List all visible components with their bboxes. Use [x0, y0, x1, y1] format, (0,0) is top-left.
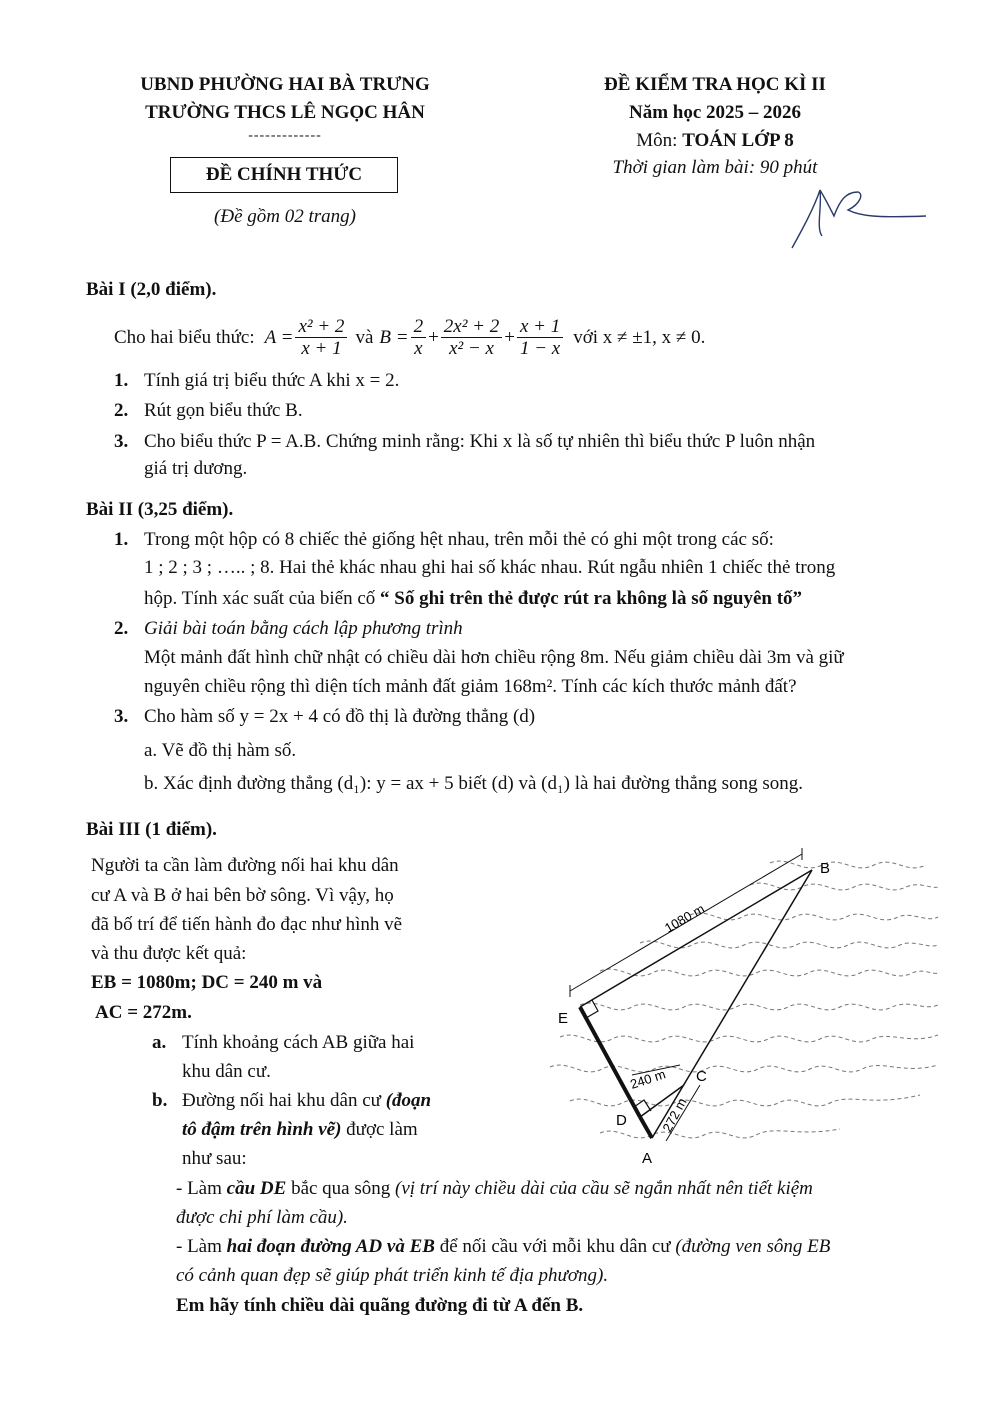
bai2-q3-text: Cho hàm số y = 2x + 4 có đồ thị là đường thẳng (d): [144, 706, 536, 727]
subject-prefix: Môn:: [636, 130, 683, 151]
label-C: C: [696, 1068, 707, 1085]
expr-B-fraction-3: [517, 317, 563, 360]
bai1-q1-text: Tính giá trị biểu thức A khi x = 2.: [144, 370, 400, 391]
road-AD: [640, 1117, 652, 1138]
bullet1-it2: được chi phí làm cầu).: [176, 1207, 348, 1228]
bai1-title: Bài I (2,0 điểm).: [86, 279, 217, 300]
bullet1-bold: cầu DE: [226, 1178, 287, 1199]
bai3-p-line1: Người ta cần làm đường nối hai khu dân: [91, 855, 399, 876]
expr-B-den-2: x² − x: [449, 337, 494, 359]
bai3-qa-num: a.: [152, 1032, 167, 1053]
plus-sign-2: +: [504, 327, 515, 348]
bai3-qb-line2: [182, 1117, 418, 1143]
bai3-qb-line1-prefix: Đường nối hai khu dân cư: [182, 1090, 386, 1111]
bullet2-it1: (đường ven sông EB: [675, 1236, 831, 1257]
school-name: TRƯỜNG THCS LÊ NGỌC HÂN: [145, 102, 425, 123]
bai2-q2-line2: nguyên chiều rộng thì diện tích mảnh đất giảm 168m². Tính các kích thước mảnh đất?: [144, 676, 797, 697]
label-A: A: [642, 1150, 653, 1167]
bai3-qb-line1-it: (đoạn: [385, 1090, 432, 1111]
bai1-q3-num: 3.: [114, 431, 129, 452]
bai3-qb-line2-it: tô đậm trên hình vẽ): [182, 1119, 342, 1140]
event-statement: “ Số ghi trên thẻ được rút ra không là số nguyên tố”: [380, 588, 803, 609]
label-D: D: [616, 1112, 627, 1129]
pages-note: (Đề gồm 02 trang): [214, 206, 356, 227]
bullet2-mid: để nối cầu với mỗi khu dân cư: [434, 1236, 676, 1257]
bai3-p-line2: cư A và B ở hai bên bờ sông. Vì vậy, họ: [91, 885, 394, 906]
length-AC: 272 m: [659, 1095, 690, 1135]
bai3-p-line4: và thu được kết quả:: [91, 943, 247, 964]
bullet-bridge: [176, 1176, 813, 1202]
bai3-qb: [152, 1088, 431, 1114]
bai1-intro-prefix: Cho hai biểu thức:: [114, 327, 255, 348]
plus-sign-1: +: [428, 327, 439, 348]
bullet2-prefix: - Làm: [176, 1236, 227, 1257]
subject: TOÁN LỚP 8: [682, 130, 794, 151]
final-question: Em hãy tính chiều dài quãng đường đi từ A đến B.: [176, 1295, 584, 1316]
bullet1-prefix: - Làm: [176, 1178, 227, 1199]
bullet2-bold: hai đoạn đường AD và EB: [226, 1236, 435, 1257]
label-E: E: [558, 1010, 569, 1027]
expr-B-num-2: 2x² + 2: [441, 317, 502, 338]
bai2-q1-line3: [144, 586, 802, 612]
river-waves: [550, 861, 938, 1138]
bai1-q1-num: 1.: [114, 370, 129, 391]
river-figure: [540, 845, 940, 1175]
bai3-measure-1: EB = 1080m; DC = 240 m và: [91, 972, 323, 993]
bai1-q3: [114, 429, 815, 455]
bai3-qa: [152, 1030, 414, 1056]
expr-B-num-1: 2: [411, 317, 427, 338]
bai2-q1-line3-prefix: hộp. Tính xác suất của biến cố: [144, 588, 381, 609]
bai2-q1-line2: 1 ; 2 ; 3 ; ….. ; 8. Hai thẻ khác nhau ghi hai số khác nhau. Rút ngẫu nhiên 1 chiếc thẻ trong: [144, 557, 836, 578]
bai1-q3-line2: giá trị dương.: [144, 458, 248, 479]
school-district: UBND PHƯỜNG HAI BÀ TRƯNG: [140, 74, 430, 95]
bai2-q2-num: 2.: [114, 618, 129, 639]
bai2-q3b: b. Xác định đường thẳng (d₁): y = ax + 5 biết (d) và (d₁) là hai đường thẳng song song.: [144, 773, 803, 794]
bai2-q3-num: 3.: [114, 706, 129, 727]
and-word: và: [355, 327, 374, 348]
bai3-qb-num: b.: [152, 1090, 168, 1111]
subject-line: [555, 130, 875, 152]
bai1-q2-num: 2.: [114, 400, 129, 421]
expr-B-fraction-1: [411, 317, 427, 360]
length-EB: 1080 m: [662, 900, 708, 936]
bai2-q1: [114, 527, 774, 553]
length-DC: 240 m: [628, 1066, 668, 1092]
bai1-q1: [114, 368, 399, 394]
bai2-q3a: a. Vẽ đồ thị hàm số.: [144, 740, 297, 761]
bai3-qa-line2: khu dân cư.: [182, 1061, 271, 1082]
expr-B-fraction-2: [441, 317, 502, 360]
bai1-q2: [114, 398, 303, 424]
bai2-q2-title: Giải bài toán bằng cách lập phương trình: [144, 618, 463, 639]
exam-title: ĐỀ KIỂM TRA HỌC KÌ II: [604, 74, 826, 95]
bai3-p-line3: đã bố trí để tiến hành đo đạc như hình vẽ: [91, 914, 403, 935]
expr-A-lhs: A =: [264, 327, 294, 348]
expr-B-lhs: B =: [379, 327, 409, 348]
bai3-qa-line1: Tính khoảng cách AB giữa hai: [182, 1032, 415, 1053]
official-exam-badge: ĐỀ CHÍNH THỨC: [170, 157, 398, 193]
signature: [780, 178, 930, 253]
segment-EB: [580, 870, 812, 1007]
domain-condition: với x ≠ ±1, x ≠ 0.: [573, 327, 706, 348]
bai3-title: Bài III (1 điểm).: [86, 819, 217, 840]
bullet-roads: [176, 1234, 830, 1260]
bai2-q2-line1: Một mảnh đất hình chữ nhật có chiều dài hơn chiều rộng 8m. Nếu giảm chiều dài 3m và giữ: [144, 647, 844, 668]
school-year: Năm học 2025 – 2026: [628, 102, 802, 123]
expr-A-num: x² + 2: [295, 317, 347, 338]
label-B: B: [820, 860, 831, 877]
bridge-DE: [580, 1007, 640, 1117]
expr-B-den-3: 1 − x: [519, 337, 561, 359]
bai2-q3: [114, 704, 535, 730]
bullet1-it1: (vị trí này chiều dài của cầu sẽ ngắn nhất nên tiết kiệm: [395, 1178, 813, 1199]
expr-B-num-3: x + 1: [517, 317, 563, 338]
expr-A-den: x + 1: [301, 337, 342, 359]
bai2-q1-line1: Trong một hộp có 8 chiếc thẻ giống hệt nhau, trên mỗi thẻ có ghi một trong các số:: [144, 529, 774, 550]
bai2-q2: [114, 616, 463, 642]
bullet1-mid: bắc qua sông: [286, 1178, 396, 1199]
bai2-title: Bài II (3,25 điểm).: [86, 499, 234, 520]
header-rule: -------------: [248, 128, 322, 143]
bai1-intro: [114, 312, 705, 364]
bai2-q1-num: 1.: [114, 529, 129, 550]
bai1-q3-line1: Cho biểu thức P = A.B. Chứng minh rằng: Khi x là số tự nhiên thì biểu thức P luôn nhận: [144, 431, 816, 452]
expr-B-den-1: x: [414, 337, 423, 359]
bullet2-it2: có cảnh quan đẹp sẽ giúp phát triển kinh tế địa phương).: [176, 1265, 609, 1286]
bai3-qb-line2-suffix: được làm: [341, 1119, 418, 1140]
expr-A-fraction: [295, 317, 347, 360]
bai1-q2-text: Rút gọn biểu thức B.: [144, 400, 303, 421]
bai3-measure-2: AC = 272m.: [95, 1002, 192, 1023]
time-limit: Thời gian làm bài: 90 phút: [612, 157, 818, 178]
bai3-qb-line3: như sau:: [182, 1148, 247, 1169]
